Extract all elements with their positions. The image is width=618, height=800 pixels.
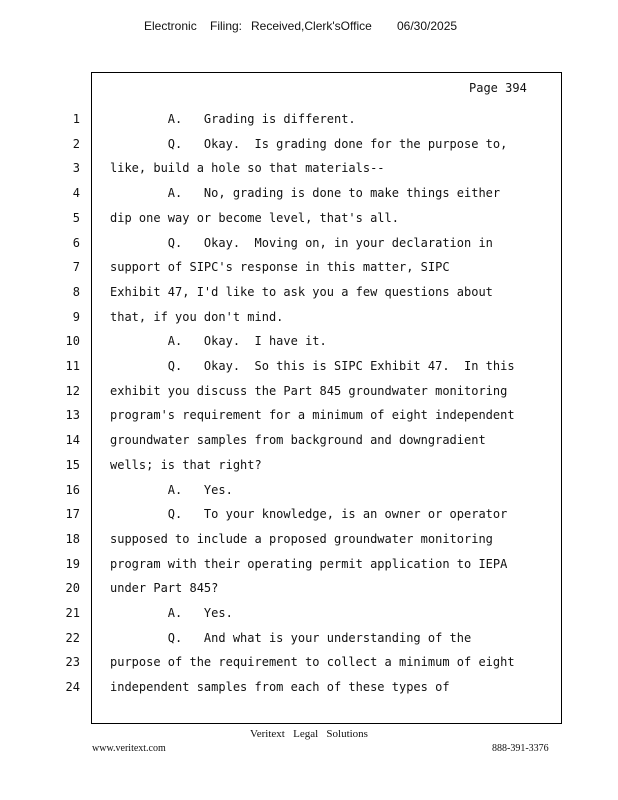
line-text: purpose of the requirement to collect a minimum of eight: [110, 655, 515, 670]
transcript-line: [0, 507, 618, 531]
line-number: 2: [72, 136, 80, 151]
line-text: A. Yes.: [110, 482, 233, 497]
line-text: Q. To your knowledge, is an owner or operator: [110, 507, 508, 522]
line-number: 22: [65, 630, 80, 645]
line-text: program's requirement for a minimum of eight independent: [110, 408, 515, 423]
line-number: 13: [65, 408, 80, 423]
line-number: 21: [65, 606, 80, 620]
line-number: 8: [72, 284, 80, 299]
transcript-line: [0, 581, 618, 605]
transcript-line: [0, 161, 618, 185]
footer-company: Veritext Legal Solutions: [250, 728, 368, 740]
line-text: Q. And what is your understanding of the: [110, 630, 472, 645]
line-text: like, build a hole so that materials--: [110, 161, 385, 176]
header-filing: Filing:: [210, 19, 243, 33]
transcript-line: [0, 458, 618, 482]
line-number: 7: [72, 260, 80, 275]
line-number: 10: [65, 334, 80, 349]
line-text: A. Okay. I have it.: [110, 334, 327, 349]
line-text: under Part 845?: [110, 581, 219, 596]
line-text: that, if you don't mind.: [110, 309, 284, 324]
transcript-line: [0, 433, 618, 457]
transcript-line: [0, 211, 618, 235]
line-text: Q. Okay. Moving on, in your declaration in: [110, 235, 493, 250]
line-text: supposed to include a proposed groundwater monitoring: [110, 531, 493, 546]
line-text: program with their operating permit application to IEPA: [110, 556, 508, 571]
header-electronic: Electronic: [144, 19, 197, 33]
line-number: 19: [65, 556, 80, 571]
transcript-line: [0, 137, 618, 161]
line-number: 24: [65, 680, 80, 695]
transcript-line: [0, 606, 618, 630]
line-number: 23: [65, 655, 80, 670]
line-text: Q. Okay. So this is SIPC Exhibit 47. In this: [110, 359, 515, 373]
line-number: 6: [72, 235, 80, 250]
transcript-line: [0, 483, 618, 507]
line-number: 14: [65, 433, 80, 448]
line-text: A. No, grading is done to make things either: [110, 186, 501, 201]
transcript-line: [0, 310, 618, 334]
transcript-line: [0, 236, 618, 260]
line-text: A. Grading is different.: [110, 112, 356, 126]
line-text: exhibit you discuss the Part 845 groundwater monitoring: [110, 383, 508, 398]
line-text: support of SIPC's response in this matter, SIPC: [110, 260, 450, 275]
footer-website: www.veritext.com: [92, 743, 166, 754]
transcript-line: [0, 384, 618, 408]
line-number: 4: [72, 186, 80, 201]
header-received: Received,Clerk'sOffice: [251, 19, 372, 33]
transcript-line: [0, 285, 618, 309]
transcript-line: [0, 334, 618, 358]
line-text: A. Yes.: [110, 606, 233, 620]
line-number: 15: [65, 457, 80, 472]
transcript-line: [0, 260, 618, 284]
transcript-line: [0, 557, 618, 581]
page-number: Page 394: [469, 81, 527, 95]
line-number: 17: [65, 507, 80, 522]
transcript-line: [0, 655, 618, 679]
transcript-line: [0, 680, 618, 704]
line-number: 5: [72, 210, 80, 225]
transcript-line: [0, 359, 618, 383]
line-text: dip one way or become level, that's all.: [110, 210, 399, 225]
header-date: 06/30/2025: [397, 19, 458, 33]
line-number: 12: [65, 383, 80, 398]
line-text: wells; is that right?: [110, 457, 262, 472]
line-number: 9: [72, 309, 80, 324]
line-number: 20: [65, 581, 80, 596]
line-number: 11: [65, 359, 80, 373]
transcript-line: [0, 112, 618, 136]
line-number: 18: [65, 531, 80, 546]
line-number: 1: [72, 112, 80, 126]
line-text: groundwater samples from background and downgradient: [110, 433, 486, 448]
transcript-line: [0, 532, 618, 556]
line-text: Q. Okay. Is grading done for the purpose to,: [110, 136, 508, 151]
footer-phone: 888-391-3376: [492, 743, 549, 754]
line-text: independent samples from each of these types of: [110, 680, 450, 695]
transcript-line: [0, 408, 618, 432]
line-number: 16: [65, 482, 80, 497]
line-number: 3: [72, 161, 80, 176]
transcript-line: [0, 186, 618, 210]
transcript-line: [0, 631, 618, 655]
line-text: Exhibit 47, I'd like to ask you a few questions about: [110, 284, 493, 299]
